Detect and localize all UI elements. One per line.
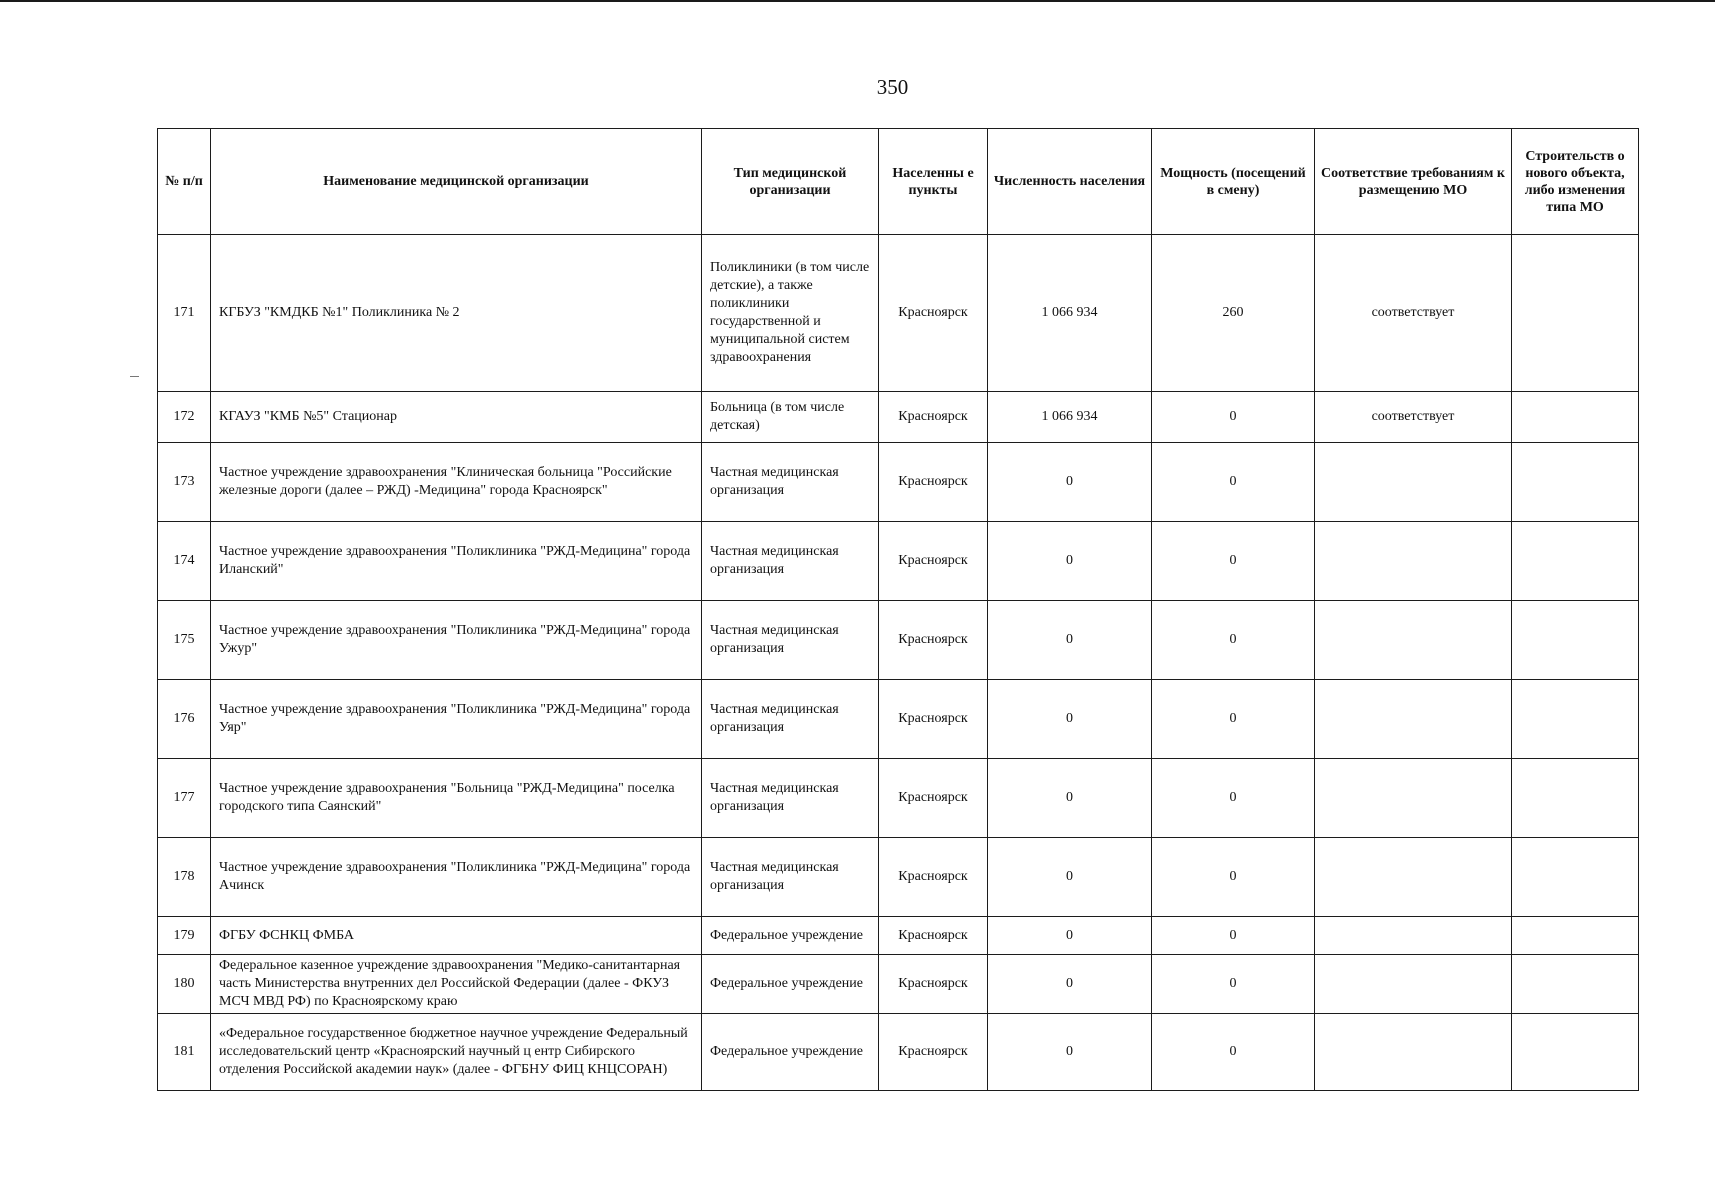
cell-population: 0	[988, 955, 1152, 1014]
cell-name: Частное учреждение здравоохранения "Поликлиника "РЖД-Медицина" города Ужур"	[211, 601, 702, 680]
cell-type: Частная медицинская организация	[702, 680, 879, 759]
cell-name: Частное учреждение здравоохранения "Поликлиника "РЖД-Медицина" города Ачинск	[211, 838, 702, 917]
cell-type: Частная медицинская организация	[702, 601, 879, 680]
cell-population: 0	[988, 838, 1152, 917]
cell-type: Частная медицинская организация	[702, 759, 879, 838]
cell-num: 181	[158, 1014, 211, 1091]
cell-num: 179	[158, 917, 211, 955]
cell-name: Частное учреждение здравоохранения "Поликлиника "РЖД-Медицина" города Уяр"	[211, 680, 702, 759]
cell-population: 1 066 934	[988, 392, 1152, 443]
cell-type: Федеральное учреждение	[702, 1014, 879, 1091]
cell-city: Красноярск	[879, 522, 988, 601]
header-type: Тип медицинской организации	[702, 129, 879, 235]
table-row	[158, 759, 1639, 838]
cell-compliance	[1315, 1014, 1512, 1091]
cell-capacity: 0	[1152, 955, 1315, 1014]
cell-type: Поликлиники (в том числе детские), а также поликлиники государственной и муниципальной систем здравоохранения	[702, 235, 879, 392]
table-row	[158, 955, 1639, 1014]
cell-population: 0	[988, 917, 1152, 955]
header-capacity: Мощность (посещений в смену)	[1152, 129, 1315, 235]
cell-city: Красноярск	[879, 680, 988, 759]
cell-city: Красноярск	[879, 1014, 988, 1091]
cell-construction	[1512, 443, 1639, 522]
cell-num: 178	[158, 838, 211, 917]
cell-construction	[1512, 759, 1639, 838]
cell-name: КГБУЗ "КМДКБ №1" Поликлиника № 2	[211, 235, 702, 392]
cell-compliance: соответствует	[1315, 392, 1512, 443]
cell-population: 0	[988, 601, 1152, 680]
cell-capacity: 0	[1152, 522, 1315, 601]
cell-construction	[1512, 235, 1639, 392]
page-number: 350	[876, 75, 909, 99]
cell-compliance	[1315, 443, 1512, 522]
cell-capacity: 0	[1152, 1014, 1315, 1091]
cell-compliance	[1315, 838, 1512, 917]
table-row	[158, 917, 1639, 955]
cell-type: Федеральное учреждение	[702, 917, 879, 955]
cell-compliance: соответствует	[1315, 235, 1512, 392]
cell-compliance	[1315, 759, 1512, 838]
cell-name: Частное учреждение здравоохранения "Больница "РЖД-Медицина" поселка городского типа Саянский"	[211, 759, 702, 838]
cell-city: Красноярск	[879, 601, 988, 680]
cell-construction	[1512, 917, 1639, 955]
cell-construction	[1512, 392, 1639, 443]
cell-city: Красноярск	[879, 955, 988, 1014]
cell-num: 177	[158, 759, 211, 838]
table-row	[158, 392, 1639, 443]
cell-capacity: 0	[1152, 443, 1315, 522]
cell-type: Частная медицинская организация	[702, 443, 879, 522]
cell-num: 171	[158, 235, 211, 392]
cell-type: Федеральное учреждение	[702, 955, 879, 1014]
cell-city: Красноярск	[879, 235, 988, 392]
cell-name: КГАУЗ "КМБ №5" Стационар	[211, 392, 702, 443]
cell-capacity: 0	[1152, 392, 1315, 443]
cell-compliance	[1315, 917, 1512, 955]
cell-capacity: 0	[1152, 917, 1315, 955]
cell-num: 172	[158, 392, 211, 443]
cell-num: 175	[158, 601, 211, 680]
cell-construction	[1512, 1014, 1639, 1091]
cell-construction	[1512, 838, 1639, 917]
margin-mark	[130, 376, 139, 377]
table-row	[158, 680, 1639, 759]
cell-name: Федеральное казенное учреждение здравоохранения "Медико-санитантарная часть Министерства внутренних дел Российской Федерации (далее - ФКУЗ МСЧ МВД РФ) по Красноярскому краю	[211, 955, 702, 1014]
cell-construction	[1512, 955, 1639, 1014]
cell-compliance	[1315, 680, 1512, 759]
cell-num: 176	[158, 680, 211, 759]
header-name: Наименование медицинской организации	[211, 129, 702, 235]
table-row	[158, 443, 1639, 522]
cell-capacity: 260	[1152, 235, 1315, 392]
cell-city: Красноярск	[879, 838, 988, 917]
cell-capacity: 0	[1152, 759, 1315, 838]
cell-population: 0	[988, 522, 1152, 601]
cell-capacity: 0	[1152, 680, 1315, 759]
cell-compliance	[1315, 955, 1512, 1014]
cell-city: Красноярск	[879, 917, 988, 955]
cell-city: Красноярск	[879, 443, 988, 522]
cell-name: Частное учреждение здравоохранения "Клиническая больница "Российские железные дороги (далее – РЖД) -Медицина" города Красноярск"	[211, 443, 702, 522]
cell-construction	[1512, 601, 1639, 680]
cell-num: 173	[158, 443, 211, 522]
cell-city: Красноярск	[879, 392, 988, 443]
cell-name: Частное учреждение здравоохранения "Поликлиника "РЖД-Медицина" города Иланский"	[211, 522, 702, 601]
table-header-row	[158, 129, 1639, 235]
header-compliance: Соответствие требованиям к размещению МО	[1315, 129, 1512, 235]
header-construction: Строительств о нового объекта, либо изменения типа МО	[1512, 129, 1639, 235]
header-num: № п/п	[158, 129, 211, 235]
cell-compliance	[1315, 601, 1512, 680]
cell-num: 180	[158, 955, 211, 1014]
cell-construction	[1512, 522, 1639, 601]
cell-capacity: 0	[1152, 601, 1315, 680]
table-row	[158, 1014, 1639, 1091]
cell-num: 174	[158, 522, 211, 601]
cell-population: 0	[988, 1014, 1152, 1091]
cell-construction	[1512, 680, 1639, 759]
cell-capacity: 0	[1152, 838, 1315, 917]
cell-population: 1 066 934	[988, 235, 1152, 392]
cell-name: ФГБУ ФСНКЦ ФМБА	[211, 917, 702, 955]
table-row	[158, 522, 1639, 601]
cell-type: Частная медицинская организация	[702, 522, 879, 601]
medical-organizations-table	[157, 128, 1639, 1091]
cell-type: Больница (в том числе детская)	[702, 392, 879, 443]
header-population: Численность населения	[988, 129, 1152, 235]
cell-type: Частная медицинская организация	[702, 838, 879, 917]
table-row	[158, 838, 1639, 917]
cell-name: «Федеральное государственное бюджетное научное учреждение Федеральный исследовательский центр «Красноярский научный ц ентр Сибирского отделения Российской академии наук» (далее - ФГБНУ ФИЦ КНЦСОРАН)	[211, 1014, 702, 1091]
cell-compliance	[1315, 522, 1512, 601]
cell-city: Красноярск	[879, 759, 988, 838]
cell-population: 0	[988, 680, 1152, 759]
cell-population: 0	[988, 759, 1152, 838]
header-city: Населенны е пункты	[879, 129, 988, 235]
table-row	[158, 601, 1639, 680]
scan-top-edge	[0, 0, 1715, 2]
cell-population: 0	[988, 443, 1152, 522]
table-row	[158, 235, 1639, 392]
